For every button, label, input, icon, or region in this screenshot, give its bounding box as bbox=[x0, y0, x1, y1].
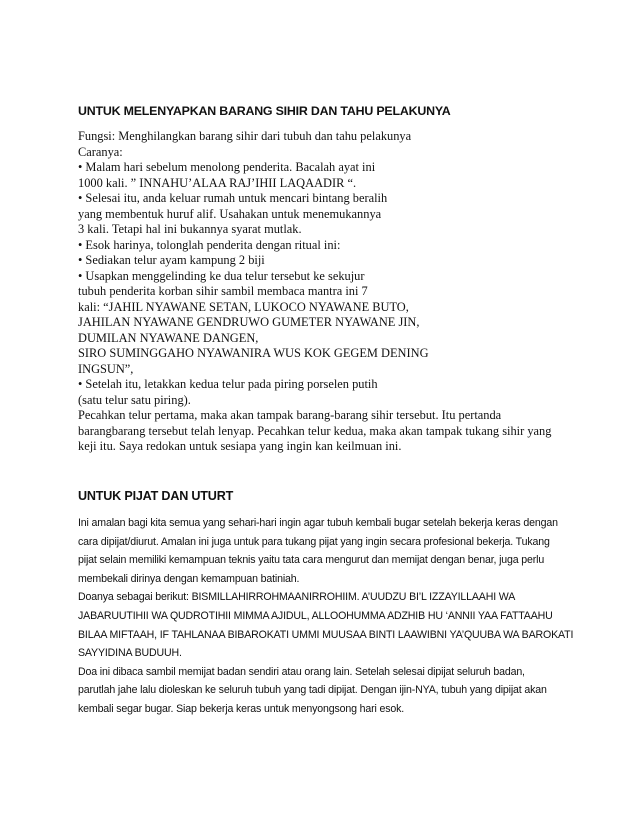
section2-title: UNTUK PIJAT DAN UTURT bbox=[78, 489, 234, 503]
section1-line: • Usapkan menggelinding ke dua telur tersebut ke sekujur bbox=[78, 268, 365, 283]
section1-line: 3 kali. Tetapi hal ini bukannya syarat mutlak. bbox=[78, 222, 302, 236]
section2-line: JABARUUTIHII WA QUDROTIHII MIMMA AJIDUL, ALLOOHUMMA ADZHIB HU ‘ANNII YAA FATTAAHU bbox=[78, 609, 553, 622]
section1-line: keji itu. Saya redokan untuk sesiapa yang ingin kan keilmuan ini. bbox=[78, 439, 402, 453]
section2-line: Doanya sebagai berikut: BISMILLAHIRROHMAANIRROHIIM. A’UUDZU BI’L IZZAYILLAAHI WA bbox=[78, 591, 516, 604]
section2-line: SAYYIDINA BUDUUH. bbox=[78, 647, 182, 660]
section1-line: yang membentuk huruf alif. Usahakan untuk menemukannya bbox=[78, 206, 382, 221]
section1-line: • Esok harinya, tolonglah penderita dengan ritual ini: bbox=[78, 237, 341, 252]
section2-line: BILAA MIFTAAH, IF TAHLANAA BIBAROKATI UMMI MUUSAA BINTI LAAWIBNI YA’QUUBA WA BAROKATI bbox=[78, 628, 574, 641]
section2-line: kembali segar bugar. Siap bekerja keras untuk menyongsong hari esok. bbox=[78, 702, 405, 715]
section1-line: JAHILAN NYAWANE GENDRUWO GUMETER NYAWANE JIN, bbox=[78, 315, 420, 329]
section1-line: • Selesai itu, anda keluar rumah untuk mencari bintang beralih bbox=[78, 191, 388, 205]
section2-body bbox=[78, 514, 573, 719]
section1-line: • Malam hari sebelum menolong penderita. Bacalah ayat ini bbox=[78, 160, 376, 174]
section1-body bbox=[78, 129, 551, 455]
section1-line: DUMILAN NYAWANE DANGEN, bbox=[78, 330, 259, 345]
section2-line: pijat selain memiliki kemampuan teknis yaitu tata cara mengurut dan memijat dengan benar, juga perlu bbox=[78, 554, 545, 567]
section1-line: 1000 kali. ” INNAHU’ALAA RAJ’IHII LAQAADIR “. bbox=[78, 175, 357, 190]
section1-line: barangbarang tersebut telah lenyap. Pecahkan telur kedua, maka akan tampak tukang sihir yang bbox=[78, 423, 552, 438]
section2-line: membekali dirinya dengan kemampuan batiniah. bbox=[78, 572, 300, 585]
section1-title: UNTUK MELENYAPKAN BARANG SIHIR DAN TAHU PELAKUNYA bbox=[78, 104, 451, 118]
section1-line: INGSUN”, bbox=[78, 361, 134, 376]
section2-line: Ini amalan bagi kita semua yang sehari-hari ingin agar tubuh kembali bugar setelah bekerja keras dengan bbox=[78, 517, 558, 529]
section2-line: parutlah jahe lalu dioleskan ke seluruh tubuh yang tadi dipijat. Dengan ijin-NYA, tubuh yang dipijat akan bbox=[78, 684, 547, 697]
section1-line: tubuh penderita korban sihir sambil membaca mantra ini 7 bbox=[78, 284, 368, 298]
section2-line: cara dipijat/diurut. Amalan ini juga untuk para tukang pijat yang ingin secara profesional bekerja. Tukang bbox=[78, 535, 550, 548]
section2-line: Doa ini dibaca sambil memijat badan sendiri atau orang lain. Setelah selesai dipijat seluruh badan, bbox=[78, 665, 525, 678]
section1-line: (satu telur satu piring). bbox=[78, 392, 191, 407]
section1-line: SIRO SUMINGGAHO NYAWANIRA WUS KOK GEGEM DENING bbox=[78, 346, 429, 360]
section1-line: Pecahkan telur pertama, maka akan tampak barang-barang sihir tersebut. Itu pertanda bbox=[78, 408, 502, 422]
section1-line: kali: “JAHIL NYAWANE SETAN, LUKOCO NYAWANE BUTO, bbox=[78, 299, 409, 314]
section1-line: Fungsi: Menghilangkan barang sihir dari tubuh dan tahu pelakunya bbox=[78, 129, 412, 143]
section1-line: • Sediakan telur ayam kampung 2 biji bbox=[78, 253, 265, 267]
section1-line: • Setelah itu, letakkan kedua telur pada piring porselen putih bbox=[78, 377, 378, 391]
section1-line: Caranya: bbox=[78, 144, 123, 159]
